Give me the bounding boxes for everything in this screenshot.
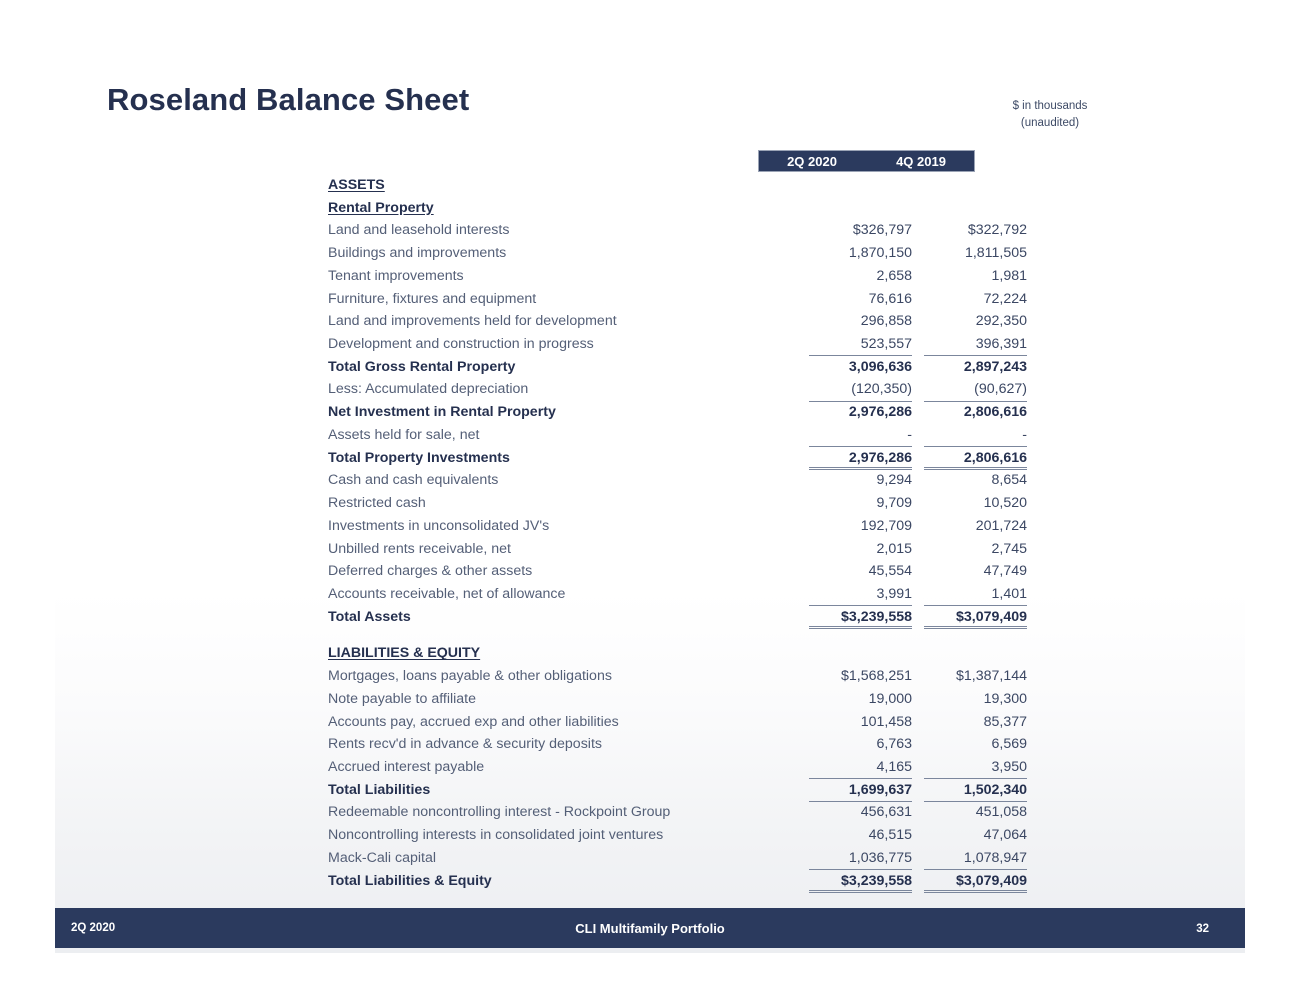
footer-title: CLI Multifamily Portfolio xyxy=(575,921,725,936)
footer-page-number: 32 xyxy=(1196,923,1209,935)
row-value-current: 76,616 xyxy=(868,290,912,307)
table-row xyxy=(328,871,1027,894)
row-label: ASSETS xyxy=(328,177,385,193)
row-value-current: 192,709 xyxy=(860,517,912,534)
table-row xyxy=(328,666,1027,689)
row-value-prior: 2,806,616 xyxy=(963,404,1027,421)
row-value-current: 46,515 xyxy=(868,827,912,844)
row-value-current: 45,554 xyxy=(868,563,912,580)
table-row xyxy=(328,516,1027,539)
row-value-prior: 6,569 xyxy=(991,736,1027,753)
table-row xyxy=(328,198,976,221)
row-value-prior: 451,058 xyxy=(975,804,1027,821)
row-value-prior: 1,981 xyxy=(991,267,1027,284)
row-label: Total Gross Rental Property xyxy=(328,358,516,375)
row-label: Investments in unconsolidated JV's xyxy=(328,517,550,534)
table-row xyxy=(328,757,1027,780)
row-label: Land and improvements held for development xyxy=(328,313,617,330)
row-value-current: 101,458 xyxy=(860,713,912,730)
row-value-prior: 10,520 xyxy=(983,495,1027,512)
table-row xyxy=(328,561,1027,584)
row-label: Furniture, fixtures and equipment xyxy=(328,290,537,307)
row-value-current: 1,699,637 xyxy=(848,781,912,798)
row-value-prior: 47,749 xyxy=(983,563,1027,580)
value-rule-second xyxy=(809,890,912,891)
row-label: Assets held for sale, net xyxy=(328,426,480,443)
row-label: Total Liabilities xyxy=(328,781,431,798)
units-line-2: (unaudited) xyxy=(1020,117,1080,129)
table-row xyxy=(328,584,1027,607)
row-label: Total Liabilities & Equity xyxy=(328,872,492,889)
row-label: Buildings and improvements xyxy=(328,245,507,262)
row-label: Redeemable noncontrolling interest - Rockpoint Group xyxy=(328,804,671,821)
row-value-prior: 201,724 xyxy=(975,517,1027,534)
table-row xyxy=(328,402,1027,425)
row-value-prior: (90,627) xyxy=(974,381,1027,398)
table-row xyxy=(328,712,1027,735)
row-value-current: $3,239,558 xyxy=(840,608,912,625)
row-value-current: 2,976,286 xyxy=(848,404,912,421)
slide-canvas xyxy=(55,0,1245,953)
row-value-prior: 8,654 xyxy=(991,472,1027,489)
page-title: Roseland Balance Sheet xyxy=(107,82,470,117)
row-value-current: 2,658 xyxy=(876,267,912,284)
table-row xyxy=(328,734,1027,757)
table-row xyxy=(328,643,976,666)
slide-footer xyxy=(55,908,1245,948)
row-value-prior: $1,387,144 xyxy=(955,668,1027,685)
value-rule xyxy=(809,628,912,629)
row-label: Accounts pay, accrued exp and other liabilities xyxy=(328,713,619,730)
row-label: Development and construction in progress xyxy=(328,336,594,353)
row-value-current: 6,763 xyxy=(876,736,912,753)
row-label: Total Assets xyxy=(328,608,411,625)
table-row-spacer xyxy=(328,629,976,643)
table-row xyxy=(328,802,1027,825)
row-label: Rental Property xyxy=(328,199,434,216)
table-row xyxy=(328,243,1027,266)
row-value-prior: 396,391 xyxy=(975,336,1027,353)
row-value-prior: 85,377 xyxy=(983,713,1027,730)
row-value-current: - xyxy=(907,426,912,443)
row-value-current: 9,709 xyxy=(876,495,912,512)
row-value-current: 456,631 xyxy=(860,804,912,821)
table-row xyxy=(328,175,976,198)
value-rule-second xyxy=(924,890,1027,891)
row-label: Rents recv'd in advance & security deposits xyxy=(328,736,602,753)
table-row xyxy=(328,334,1027,357)
table-row xyxy=(328,220,1027,243)
units-note xyxy=(960,98,1140,132)
row-label: LIABILITIES & EQUITY xyxy=(328,645,481,662)
row-label: Deferred charges & other assets xyxy=(328,563,533,580)
row-value-prior: $3,079,409 xyxy=(955,608,1027,625)
table-row xyxy=(328,289,1027,312)
row-label: Land and leasehold interests xyxy=(328,222,510,239)
row-label: Accrued interest payable xyxy=(328,758,485,775)
row-label: Restricted cash xyxy=(328,495,426,512)
row-value-current: $326,797 xyxy=(852,222,912,239)
table-header-bar xyxy=(758,150,975,172)
row-value-prior: 292,350 xyxy=(975,313,1027,330)
row-label: Mortgages, loans payable & other obligations xyxy=(328,668,612,685)
value-rule-second xyxy=(809,626,912,627)
row-label: Tenant improvements xyxy=(328,267,464,284)
balance-sheet-table xyxy=(328,175,1027,893)
value-rule-second xyxy=(924,467,1027,468)
value-rule xyxy=(809,892,912,893)
table-row xyxy=(328,825,1027,848)
column-header-prior: 4Q 2019 xyxy=(896,154,946,169)
row-value-prior: 2,806,616 xyxy=(963,449,1027,466)
row-value-prior: 72,224 xyxy=(983,290,1027,307)
table-row xyxy=(328,425,1027,448)
table-row xyxy=(328,448,1027,471)
row-value-current: 2,976,286 xyxy=(848,449,912,466)
row-value-prior: 47,064 xyxy=(983,827,1027,844)
row-value-current: 19,000 xyxy=(868,690,912,707)
table-row xyxy=(328,689,1027,712)
row-value-prior: - xyxy=(1022,426,1027,443)
row-value-current: 523,557 xyxy=(860,336,912,353)
row-label: Accounts receivable, net of allowance xyxy=(328,585,566,602)
row-value-current: 1,870,150 xyxy=(848,245,912,262)
units-line-1: $ in thousands xyxy=(1012,100,1088,112)
row-value-prior: 2,745 xyxy=(991,540,1027,557)
row-value-current: 296,858 xyxy=(860,313,912,330)
row-value-prior: $322,792 xyxy=(967,222,1027,239)
row-label: Note payable to affiliate xyxy=(328,690,477,707)
row-value-prior: $3,079,409 xyxy=(955,872,1027,889)
row-value-current: 2,015 xyxy=(876,540,912,557)
table-row xyxy=(328,493,1027,516)
row-value-current: 3,991 xyxy=(876,585,912,602)
row-value-current: (120,350) xyxy=(851,381,912,398)
row-value-prior: 19,300 xyxy=(983,690,1027,707)
value-rule-second xyxy=(924,626,1027,627)
table-row xyxy=(328,607,1027,630)
row-label: Noncontrolling interests in consolidated joint ventures xyxy=(328,827,664,844)
footer-period: 2Q 2020 xyxy=(71,922,116,934)
row-label: Net Investment in Rental Property xyxy=(328,404,556,421)
table-row xyxy=(328,848,1027,871)
row-value-prior: 1,811,505 xyxy=(964,245,1027,262)
row-value-prior: 1,078,947 xyxy=(963,849,1027,866)
row-label: Total Property Investments xyxy=(328,449,510,466)
table-row xyxy=(328,357,1027,380)
value-rule-second xyxy=(809,467,912,468)
row-label: Unbilled rents receivable, net xyxy=(328,540,511,557)
row-value-current: 4,165 xyxy=(876,758,912,775)
row-label: Cash and cash equivalents xyxy=(328,472,499,489)
value-rule xyxy=(924,892,1027,893)
table-row xyxy=(328,311,1027,334)
row-value-current: $3,239,558 xyxy=(840,872,912,889)
row-value-current: $1,568,251 xyxy=(840,668,912,685)
row-value-current: 3,096,636 xyxy=(848,358,912,375)
row-value-current: 1,036,775 xyxy=(848,849,912,866)
row-value-prior: 1,502,340 xyxy=(963,781,1027,798)
column-header-current: 2Q 2020 xyxy=(787,154,837,169)
row-label: Mack-Cali capital xyxy=(328,849,437,866)
row-value-prior: 3,950 xyxy=(991,758,1027,775)
table-row xyxy=(328,266,1027,289)
value-rule xyxy=(924,628,1027,629)
row-label: Less: Accumulated depreciation xyxy=(328,381,529,398)
table-row xyxy=(328,470,1027,493)
table-row xyxy=(328,539,1027,562)
table-row xyxy=(328,780,1027,803)
row-value-prior: 2,897,243 xyxy=(963,358,1027,375)
row-value-prior: 1,401 xyxy=(991,585,1027,602)
table-row xyxy=(328,379,1027,402)
row-value-current: 9,294 xyxy=(876,472,912,489)
